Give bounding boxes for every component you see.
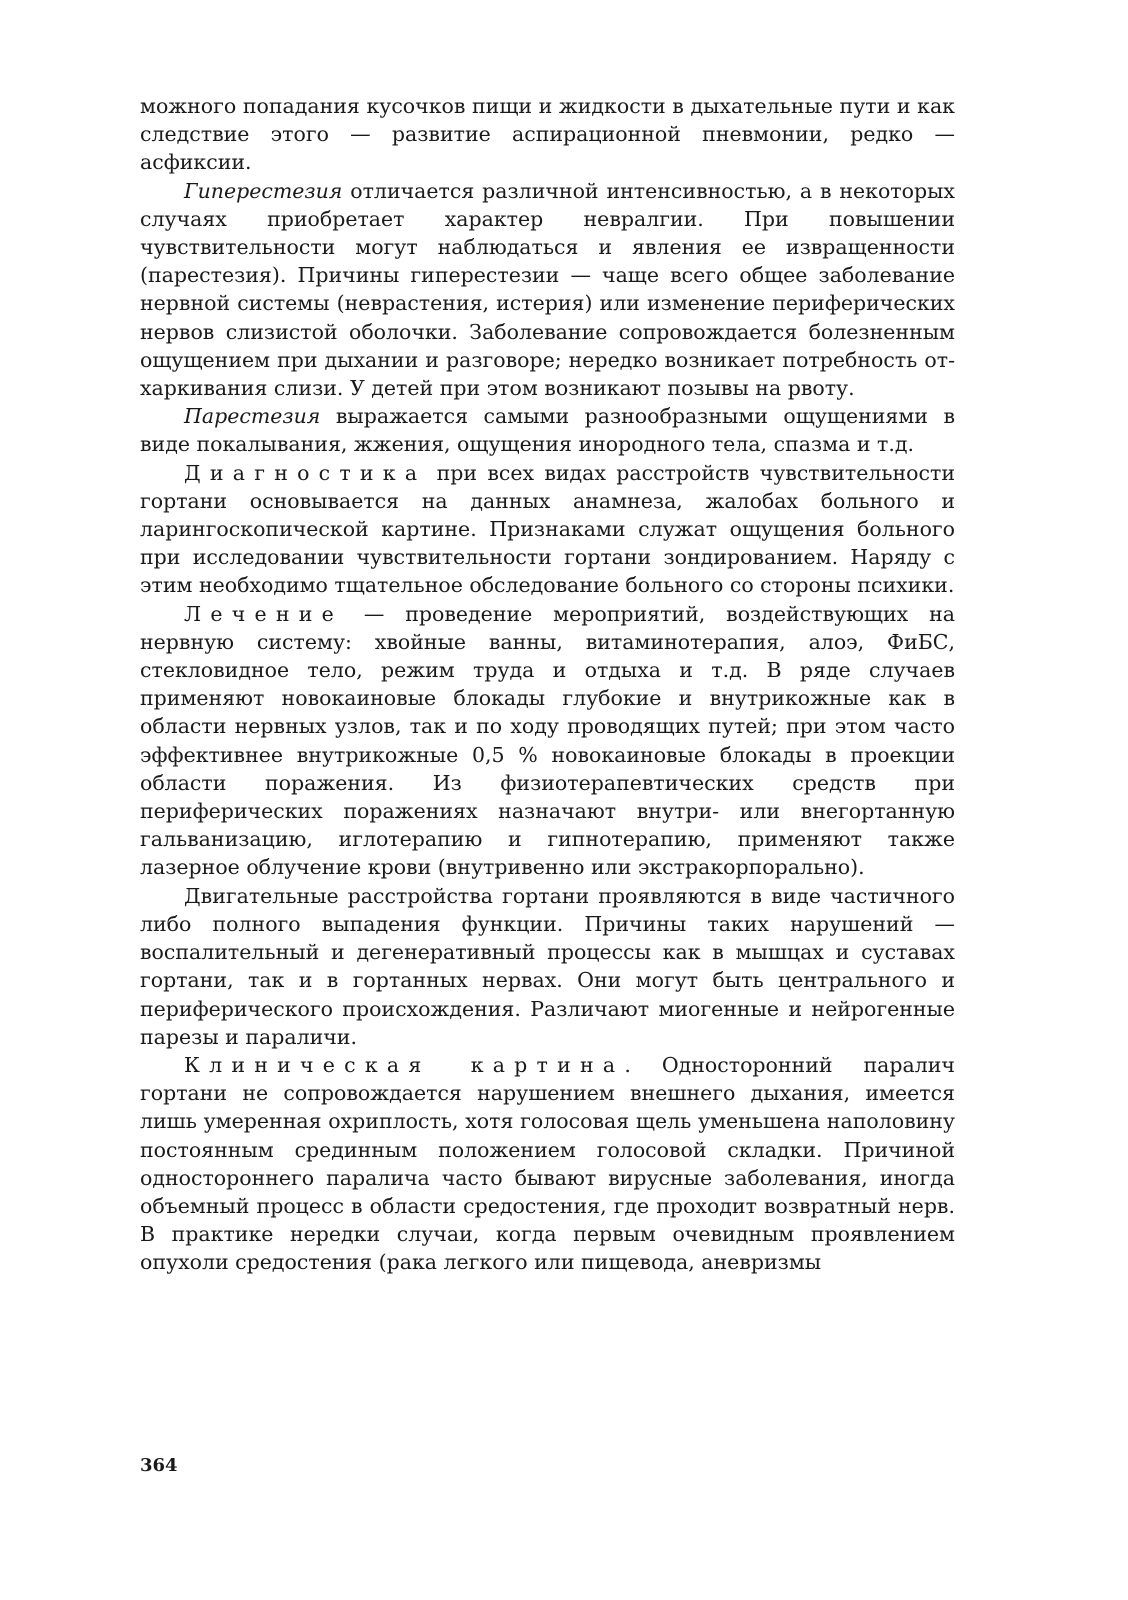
paragraph-clinical-picture [140,1051,955,1277]
heading-clinical-picture: Клиническая картина [184,1052,625,1077]
paragraph-text: . Односторонний паралич гортани не сопровождается нарушением внешнего дыхания, имеется лишь умеренная охриплость, хотя голосовая щель уменьшена наполовину постоянным срединным положением голосовой складки. Причиной одностороннего паралича часто бывают вирусные заболевания, иногда объемный процесс в области средостения, где проходит возвратный нерв. В практике нередки случаи, когда первым очевидным проявлением опухоли средостения (рака легкого или пищевода, аневризмы [140,1052,955,1275]
paragraph-hyperesthesia [140,177,955,403]
paragraph-text: отличается различной интенсивностью, а в некоторых случаях приобретает характер невралгии. При повышении чувствительности могут наблюдаться и явления ее извращенности (парестезия). Причины гиперестезии — чаще всего общее заболевание нервной системы (неврастения, истерия) или изменение периферических нервов слизистой оболочки. Заболевание сопровождается болезненным ощущением при дыхании и разговоре; нередко возникает потребность отхаркивания слизи. У детей при этом возникают позывы на рвоту. [140,178,955,401]
page-body [140,92,955,1277]
paragraph-text: можного попадания кусочков пищи и жидкости в дыхательные пути и как следствие этого — развитие аспирационной пневмонии, редко — асфиксии. [140,94,955,175]
paragraph-aspiration [140,92,955,177]
paragraph-text: выражается самыми разнообразными ощущениями в виде покалывания, жжения, ощущения инородного тела, спазма и т.д. [140,404,955,457]
paragraph-text: при всех видах расстройств чувствительности гортани основывается на данных анамнеза, жалобах больного и ларингоскопической картине. Признаками служат ощущения больного при исследовании чувствительности гортани зондированием. Наряду с этим необходимо тщательное обследование больного со стороны психики. [140,460,955,598]
paragraph-text: — проведение мероприятий, воздействующих на нервную систему: хвойные ванны, витаминотерапия, алоэ, ФиБС, стекловидное тело, режим труда и отдыха и т.д. В ряде случаев применяют новокаиновые блокады глубокие и внутрикожные как в области нервных узлов, так и по ходу проводящих путей; при этом часто эффективнее внутрикожные 0,5 % новокаиновые блокады в проекции области поражения. Из физиотерапевтических средств при периферических поражениях назначают внутри- или внегортанную гальванизацию, иглотерапию и гипнотерапию, применяют также лазерное облучение крови (внутривенно или экстракорпорально). [140,601,955,880]
page-number: 364 [140,1455,178,1476]
paragraph-diagnostics [140,459,955,600]
paragraph-motor-disorders [140,882,955,1051]
heading-diagnostics: Диагностика [184,460,427,485]
term-paresthesia: Парестезия [184,404,321,429]
paragraph-treatment [140,600,955,882]
paragraph-text: Двигательные расстройства гортани проявляются в виде частичного либо полного выпадения функции. Причины таких нарушений — воспалительный и дегенеративный процессы как в мышцах и суставах гортани, так и в гортанных нервах. Они могут быть центрального и периферического происхождения. Различают миогенные и нейрогенные парезы и параличи. [140,883,955,1049]
paragraph-paresthesia [140,402,955,458]
term-hyperesthesia: Гиперестезия [184,178,343,203]
heading-treatment: Лечение [184,601,343,626]
